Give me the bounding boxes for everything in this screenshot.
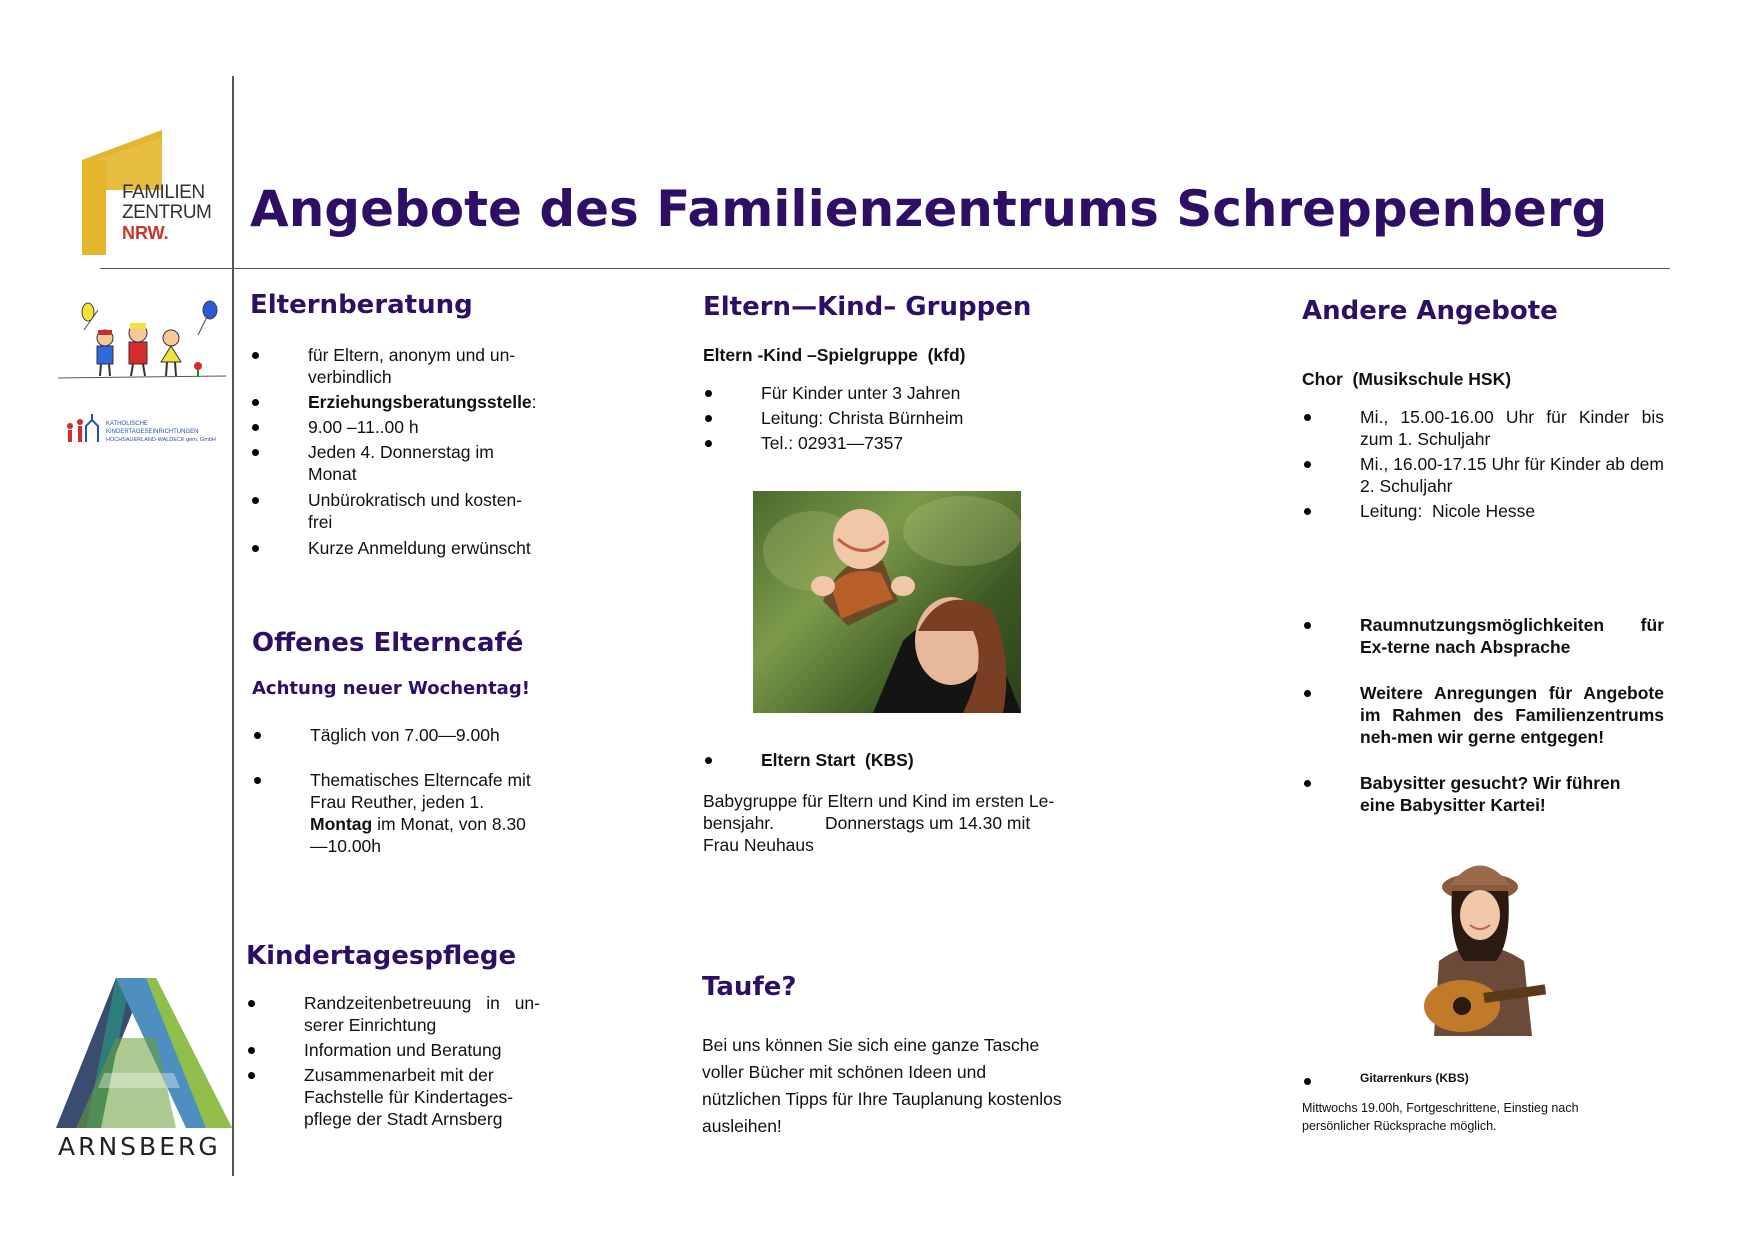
mother-baby-photo: [753, 491, 1021, 713]
list-item: Leitung: Nicole Hesse: [1302, 500, 1664, 522]
spielgruppe-title: Eltern -Kind –Spielgruppe (kfd): [703, 345, 966, 365]
list-item: Randzeitenbetreuung in un-serer Einrichtung: [246, 992, 540, 1036]
list-item: Weitere Anregungen für Angebote im Rahmen des Familienzentrums neh-men wir gerne entgegen!: [1302, 682, 1664, 748]
andere-heading: Andere Angebote: [1302, 296, 1558, 326]
guitar-girl-photo: [1414, 841, 1546, 1036]
list-item: Mi., 16.00-17.15 Uhr für Kinder ab dem 2. Schuljahr: [1302, 453, 1664, 497]
kita-logo: [64, 408, 232, 458]
chor-list: [1302, 406, 1664, 522]
list-item: Thematisches Elterncafe mit Frau Reuther, jeden 1. Montag im Monat, von 8.30—10.00h: [252, 769, 542, 857]
list-item: Leitung: Christa Bürnheim: [703, 407, 1033, 429]
kita-logo-text2: KINDERTAGESEINRICHTUNGEN: [106, 429, 199, 435]
vertical-divider: [232, 76, 234, 1176]
spielgruppe-list: [703, 382, 1033, 454]
familienzentrum-logo: [82, 130, 232, 255]
list-item: Erziehungsberatungsstelle:: [250, 391, 540, 413]
list-item: Raumnutzungsmöglichkeiten für Ex-terne nach Absprache: [1302, 614, 1664, 658]
list-item: Unbürokratisch und kosten-frei: [250, 489, 540, 533]
chor-title: Chor (Musikschule HSK): [1302, 369, 1512, 389]
list-item: Kurze Anmeldung erwünscht: [250, 537, 540, 559]
horizontal-divider: [100, 268, 1670, 269]
taufe-text: Bei uns können Sie sich eine ganze Tasche voller Bücher mit schönen Ideen und nützlichen Tipps für Ihre Tauplanung kostenlos ausleihen!: [702, 1035, 1062, 1136]
kindertagespflege-list: [246, 992, 540, 1130]
arnsberg-logo-word: ARNSBERG: [58, 1132, 221, 1161]
elternberatung-list: [250, 344, 540, 559]
list-item: Mi., 15.00-16.00 Uhr für Kinder bis zum 1. Schuljahr: [1302, 406, 1664, 450]
gitarre-list: [1302, 1070, 1664, 1086]
arnsberg-logo-mark: [56, 978, 232, 1128]
list-item: Babysitter gesucht? Wir führen eine Babysitter Kartei!: [1302, 772, 1640, 816]
list-item: Gitarrenkurs (KBS): [1302, 1070, 1664, 1086]
list-item: Für Kinder unter 3 Jahren: [703, 382, 1033, 404]
list-item: Tel.: 02931—7357: [703, 432, 1033, 454]
list-item: Zusammenarbeit mit der Fachstelle für Kindertages-pflege der Stadt Arnsberg: [246, 1064, 540, 1130]
list-item: Täglich von 7.00—9.00h: [252, 724, 542, 746]
familienzentrum-logo-line1: FAMILIEN: [122, 182, 205, 203]
gruppen-heading: Eltern—Kind– Gruppen: [703, 292, 1032, 322]
elterncafe-heading: Offenes Elterncafé: [252, 628, 524, 658]
babygruppe-text-b: Donnerstags um 14.30 mit Frau Neuhaus: [703, 813, 1031, 855]
elterncafe-list: [252, 724, 542, 857]
kita-logo-text3: HOCHSAUERLAND-WALDECK gem. GmbH: [106, 437, 216, 443]
familienzentrum-logo-line3: NRW.: [122, 223, 169, 243]
page-title: Angebote des Familienzentrums Schreppenberg: [250, 180, 1608, 238]
list-item: Eltern Start (KBS): [703, 749, 1033, 771]
list-item: Information und Beratung: [246, 1039, 540, 1061]
babygruppe-text-a: Babygruppe für Eltern und Kind im ersten Le-bensjahr.: [703, 791, 1055, 833]
eltern-start-list: [703, 749, 1033, 771]
taufe-heading: Taufe?: [702, 972, 797, 1002]
arnsberg-logo: [56, 978, 232, 1128]
kita-logo-text1: KATHOLISCHE: [106, 421, 148, 427]
gitarre-text: Mittwochs 19.00h, Fortgeschrittene, Einstieg nach persönlicher Rücksprache möglich.: [1302, 1101, 1579, 1133]
elternberatung-heading: Elternberatung: [250, 290, 473, 320]
children-drawing-image: [58, 300, 228, 382]
andere-extra-list: [1302, 614, 1664, 816]
kita-logo-figures-icon: [64, 412, 104, 452]
list-item: Jeden 4. Donnerstag im Monat: [250, 441, 540, 485]
list-item: für Eltern, anonym und un-verbindlich: [250, 344, 540, 388]
kindertagespflege-heading: Kindertagespflege: [246, 941, 517, 971]
list-item: 9.00 –11..00 h: [250, 416, 540, 438]
familienzentrum-logo-line2: ZENTRUM: [122, 202, 212, 223]
elterncafe-subheading: Achtung neuer Wochentag!: [252, 678, 530, 699]
